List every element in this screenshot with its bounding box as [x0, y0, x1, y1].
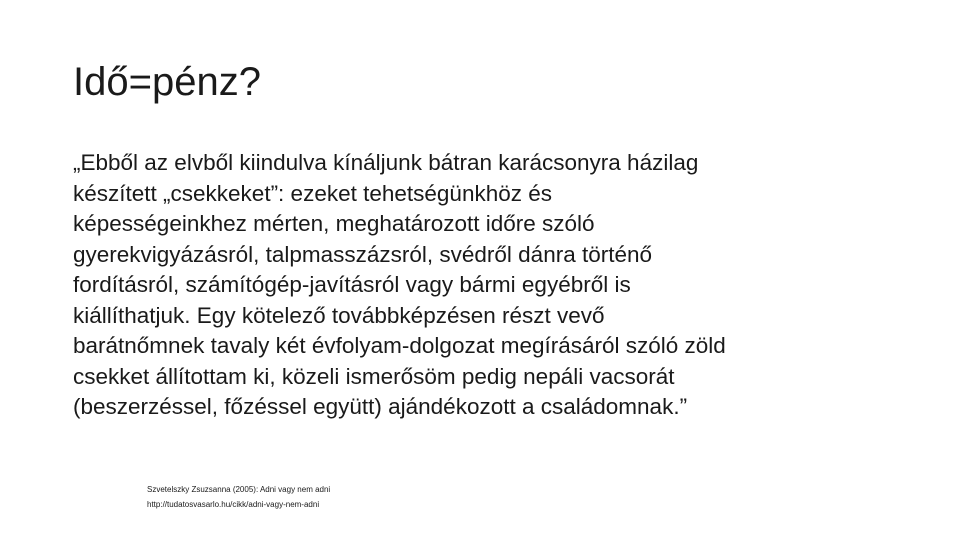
quote-line: készített „csekkeket”: ezeket tehetségünkhöz és — [73, 180, 552, 206]
quote-line: képességeinkhez mérten, meghatározott időre szóló — [73, 211, 595, 236]
slide-title: Idő=pénz? — [73, 60, 261, 104]
quote-line: (beszerzéssel, főzéssel együtt) ajándékozott a családomnak.” — [73, 394, 688, 419]
quote-line: gyerekvigyázásról, talpmasszázsról, svédről dánra történő — [73, 241, 653, 267]
quote-line: „Ebből az elvből kiindulva kínáljunk bátran karácsonyra házilag — [73, 150, 699, 175]
quote-line: fordításról, számítógép-javításról vagy bármi egyébről is — [73, 272, 631, 297]
quote-line: csekket állítottam ki, közeli ismerősöm pedig nepáli vacsorát — [73, 363, 675, 389]
quote-body — [73, 148, 903, 423]
source-citation — [147, 482, 330, 512]
quote-line: barátnőmnek tavaly két évfolyam-dolgozat megírásáról szóló zöld — [73, 333, 726, 358]
quote-line: kiállíthatjuk. Egy kötelező továbbképzésen részt vevő — [73, 302, 605, 328]
citation-url: http://tudatosvasarlo.hu/cikk/adni-vagy-nem-adni — [147, 500, 320, 509]
citation-author: Szvetelszky Zsuzsanna (2005): Adni vagy nem adni — [147, 485, 331, 494]
